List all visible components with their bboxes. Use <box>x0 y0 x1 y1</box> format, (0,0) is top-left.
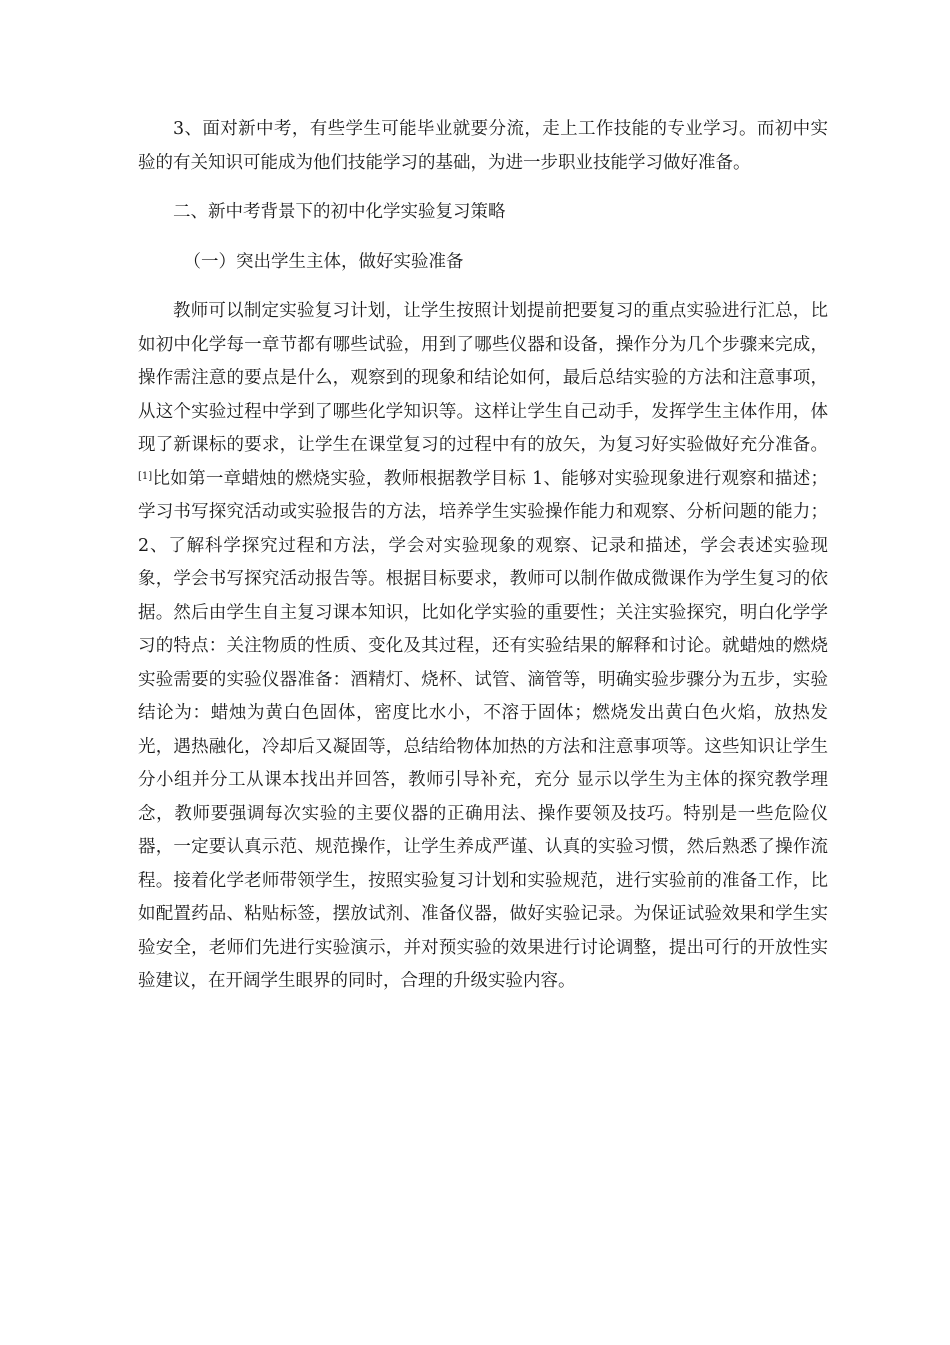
body-paragraph <box>138 295 828 999</box>
citation-marker: [1] <box>138 470 153 482</box>
body-text-part2: 比如第一章蜡烛的燃烧实验，教师根据教学目标 1、能够对实验现象进行观察和描述；学习书写探究活动或实验报告的方法，培养学生实验操作能力和观察、分析问题的能力；2、了解科学探究过程和方法，学会对实验现象的观察、记录和描述，学会表述实验现象，学会书写探究活动报告等。根据目标要求，教师可以制作做成微课作为学生复习的依据。然后由学生自主复习课本知识，比如化学实验的重要性；关注实验探究，明白化学学习的特点：关注物质的性质、变化及其过程，还有实验结果的解释和讨论。就蜡烛的燃烧实验需要的实验仪器准备：酒精灯、烧杯、试管、滴管等，明确实验步骤分为五步，实验结论为：蜡烛为黄白色固体，密度比水小，不溶于固体；燃烧发出黄白色火焰，放热发光，遇热融化，冷却后又凝固等，总结给物体加热的方法和注意事项等。这些知识让学生分小组并分工从课本找出并回答，教师引导补充，充分 显示以学生为主体的探究教学理念，教师要强调每次实验的主要仪器的正确用法、操作要领及技巧。特别是一些危险仪器，一定要认真示范、规范操作，让学生养成严谨、认真的实验习惯，然后熟悉了操作流程。接着化学老师带领学生，按照实验复习计划和实验规范，进行实验前的准备工作，比如配置药品、粘贴标签，摆放试剂、准备仪器，做好实验记录。为保证试验效果和学生实验安全，老师们先进行实验演示，并对预实验的效果进行讨论调整，提出可行的开放性实验建议，在开阔学生眼界的同时，合理的升级实验内容。 <box>138 468 828 991</box>
subsection-heading: （一）突出学生主体，做好实验准备 <box>183 251 464 272</box>
section-heading: 二、新中考背景下的初中化学实验复习策略 <box>173 202 506 222</box>
document-body <box>138 113 828 999</box>
body-text-part1: 教师可以制定实验复习计划，让学生按照计划提前把要复习的重点实验进行汇总，比如初中化学每一章节都有哪些试验，用到了哪些仪器和设备，操作分为几个步骤来完成，操作需注意的要点是什么，观察到的现象和结论如何，最后总结实验的方法和注意事项，从这个实验过程中学到了哪些化学知识等。这样让学生自己动手，发挥学生主体作用，体现了新课标的要求，让学生在课堂复习的过程中有的放矢，为复习好实验做好充分准备。 <box>138 301 828 455</box>
paragraph-item-3: 3、面对新中考，有些学生可能毕业就要分流，走上工作技能的专业学习。而初中实验的有关知识可能成为他们技能学习的基础，为进一步职业技能学习做好准备。 <box>138 119 828 173</box>
